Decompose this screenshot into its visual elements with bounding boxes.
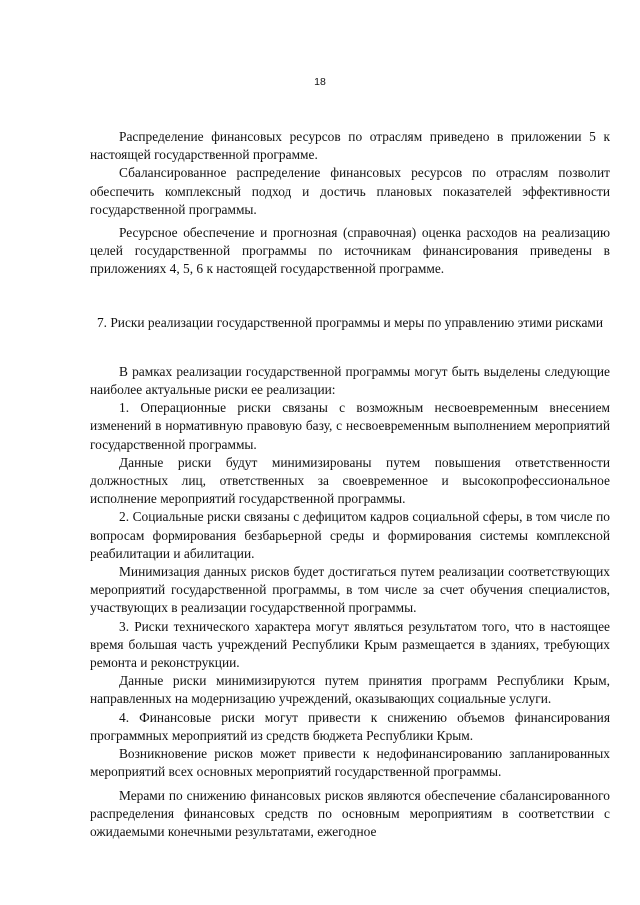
paragraph-operational-mitigation: Данные риски будут минимизированы путем повышения ответственности должностных лиц, ответственных за своевременное и высокопрофессиональное исполнение мероприятий государственной программы.	[90, 454, 610, 507]
paragraph-resource-distribution: Распределение финансовых ресурсов по отраслям приведено в приложении 5 к настоящей государственной программе.	[90, 129, 610, 163]
paragraph-underfunding: Возникновение рисков может привести к недофинансированию запланированных мероприятий всех основных мероприятий государственной программы.	[90, 746, 610, 780]
paragraph-financial-mitigation: Мерами по снижению финансовых рисков являются обеспечение сбалансированного распределения финансовых средств по основным мероприятиям в соответствии с ожидаемыми конечными результатами, ежегодное	[90, 787, 610, 839]
paragraph-resource-provision: Ресурсное обеспечение и прогнозная (справочная) оценка расходов на реализацию целей государственной программы по источникам финансирования приведены в приложениях 4, 5, 6 к настоящей государственной программе.	[90, 225, 610, 277]
paragraph-operational-risks: 1. Операционные риски связаны с возможным несвоевременным внесением изменений в нормативную правовую базу, с несвоевременным выполнением мероприятий государственной программы.	[90, 400, 610, 452]
paragraph-technical-mitigation: Данные риски минимизируются путем принятия программ Республики Крым, направленных на модернизацию учреждений, оказывающих социальные услуги.	[90, 673, 610, 707]
page-number: 18	[314, 76, 326, 88]
paragraph-risks-intro: В рамках реализации государственной программы могут быть выделены следующие наиболее актуальные риски ее реализации:	[90, 363, 610, 398]
paragraph-social-mitigation: Минимизация данных рисков будет достигаться путем реализации соответствующих мероприятий государственной программы, в том числе за счет обучения специалистов, участвующих в реализации государственной программы.	[90, 564, 610, 616]
section-heading: 7. Риски реализации государственной программы и меры по управлению этими рисками	[96, 314, 604, 330]
document-body	[90, 128, 610, 841]
paragraph-social-risks: 2. Социальные риски связаны с дефицитом кадров социальной сферы, в том числе по вопросам формирования безбарьерной среды и формирования системы комплексной реабилитации и абилитации.	[90, 509, 610, 561]
paragraph-technical-risks: 3. Риски технического характера могут являться результатом того, что в настоящее время большая часть учреждений Республики Крым размещается в зданиях, требующих ремонта и реконструкции.	[90, 618, 610, 671]
paragraph-financial-risks: 4. Финансовые риски могут привести к снижению объемов финансирования программных мероприятий из средств бюджета Республики Крым.	[90, 709, 610, 743]
paragraph-balanced-distribution: Сбалансированное распределение финансовых ресурсов по отраслям позволит обеспечить комплексный подход и достичь плановых показателей эффективности государственной программы.	[90, 165, 610, 217]
